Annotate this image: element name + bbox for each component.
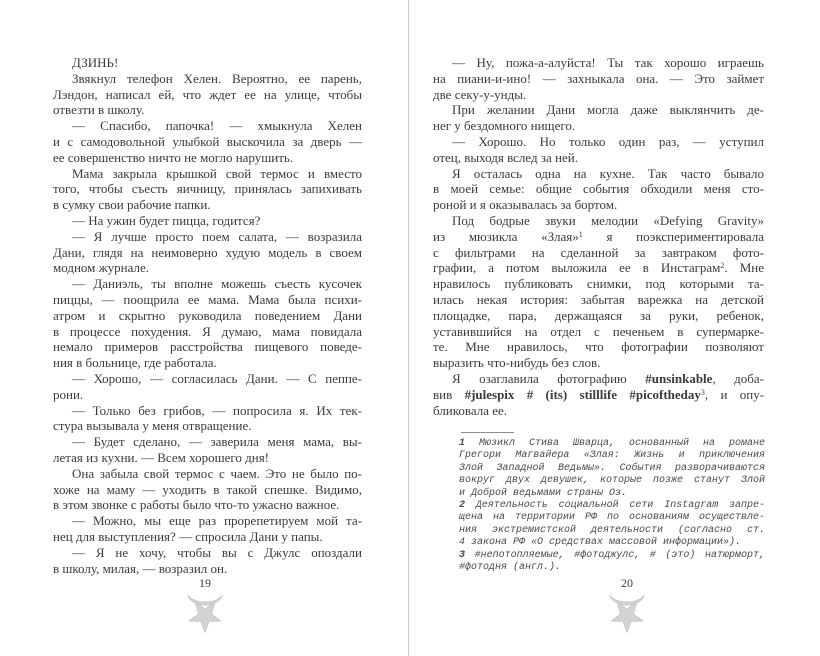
footnote-line: ния экстремистской деятельности (согласно ст. [459, 524, 765, 536]
text-line: — На ужин будет пицца, годится? [72, 212, 261, 228]
text-line: — Хорошо. Но только один раз, — уступил [452, 133, 764, 149]
text-line: в моей семье: общие события обходили меня сто- [433, 181, 764, 197]
page-left-text-block [53, 55, 362, 576]
pentagram-crescent-ornament-right [605, 592, 649, 634]
text-line: пиццы, — поощрила ее мама. Мама была психи- [53, 291, 362, 307]
text-line: того, чтобы съесть яичницу, принялась запихивать [53, 181, 362, 197]
footnote-line: 3 #непотопляемые, #фотоджулс, # (это) натюрморт, [459, 549, 765, 561]
text-line: Я озаглавила фотографию #unsinkable, доба- [452, 370, 764, 386]
text-line: на пиани-и-ино! — захныкала она. — Это займет [433, 70, 764, 86]
text-line: При желании Дани могла даже выклянчить де- [452, 102, 764, 118]
text-line: Лэндон, написал ей, что ждет ее на улице, чтобы [53, 86, 362, 102]
footnote-line: Грегори Магвайера «Злая: Жизнь и приключения [459, 450, 765, 462]
footnote-line: 1 Мюзикл Стива Шварца, основанный на романе [459, 438, 765, 449]
text-line: стура вызывала у меня отвращение. [53, 418, 252, 434]
text-line: в сумку свои рабочие папки. [53, 197, 211, 213]
text-line: — Только без грибов, — попросила я. Их тек- [72, 402, 362, 418]
pentagram-crescent-ornament-left [183, 592, 227, 634]
text-line: выразить что-нибудь без слов. [433, 355, 601, 371]
text-line: — Я лучше просто поем салата, — возразила [72, 228, 362, 244]
text-line: роной и я оказывалась за бортом. [433, 197, 618, 213]
text-line: две секу-у-унды. [433, 86, 527, 102]
text-line: — Будет сделано, — заверила меня мама, вы- [72, 434, 362, 450]
text-line: нец для выступления? — спросила Дани у папы. [53, 528, 323, 544]
text-line: — Хорошо, — согласилась Дани. — С пеппе- [72, 370, 362, 386]
text-line: в этом звонке с работы было что-то ужасно важное. [53, 497, 340, 513]
text-line: ее совершенство ничто не могло нарушить. [53, 149, 294, 165]
text-line: — Можно, мы еще раз прорепетируем мой та- [72, 513, 362, 529]
footnote-line: 4 закона РФ «О средствах массовой информации»). [459, 537, 742, 549]
text-line: нравилось публиковать снимки, под которыми та- [433, 276, 764, 292]
text-line: хоже на маму — уходить в такой спешке. Видимо, [53, 481, 362, 497]
page-number-right: 20 [621, 576, 633, 590]
text-line: с фильтрами на сделанной за завтраком фото- [433, 244, 764, 260]
page-right-text-block [433, 55, 764, 418]
text-line: ния в больнице, где работала. [53, 355, 217, 371]
text-line: площадке, пара, держащаяся за руки, ребенок, [433, 307, 764, 323]
text-line: Она забыла свой термос с чаем. Это не было по- [72, 465, 362, 481]
footnote-line: 2 Деятельность социальной сети Instagram запре- [459, 500, 765, 512]
text-line: уставившийся на отдел с печеньем в супермарке- [433, 323, 764, 339]
text-line: илась некая история: забытая варежка на детской [433, 291, 764, 307]
text-line: Я осталась одна на кухне. Так часто бывало [452, 165, 764, 181]
text-line: модном журнале. [53, 260, 149, 276]
text-line: графии, а потом выложила ее в Инстаграм$^2$. Мне [433, 260, 764, 276]
page-left-folio-block [145, 576, 265, 634]
text-line: вив #julespix # (its) stilllife #picoftheday$^3$, и опу- [433, 386, 765, 402]
footnote-separator [461, 432, 514, 433]
text-line: Мама закрыла крышкой свой термос и вместо [72, 165, 362, 181]
footnote-line: #фотодня (англ.). [459, 562, 562, 574]
text-line: — Спасибо, папочка! — хмыкнула Хелен [72, 118, 362, 134]
text-line: нег у бездомного нищего. [433, 118, 576, 134]
text-line: Звякнул телефон Хелен. Вероятно, ее парень, [72, 70, 362, 86]
text-line: немало примеров расстройства пищевого поведе- [53, 339, 362, 355]
text-line: — Даниэль, ты вполне можешь съесть кусочек [72, 276, 362, 292]
text-line: атром и скрытно руководила поведением Дани [53, 307, 362, 323]
text-line: в школу, милая, — возразил он. [53, 560, 228, 576]
text-line: рони. [53, 386, 84, 402]
text-line: ДЗИНЬ! [72, 55, 119, 70]
text-line: Под бодрые звуки мелодии «Defying Gravity» [452, 212, 764, 228]
footnote-line: Злой Западной Ведьмы». События разворачиваются [459, 462, 765, 474]
page-number-left: 19 [199, 576, 211, 590]
text-line: и с самодовольной улыбкой выскочила за дверь — [53, 133, 362, 149]
footnote-line: щена на территории РФ по основаниям осуществле- [459, 512, 765, 524]
text-line: — Ну, пожа-а-алуйста! Ты так хорошо играешь [452, 55, 764, 70]
text-line: те. Мне нравилось, что фотографии позволяют [433, 339, 764, 355]
page-right-folio-block [567, 576, 687, 634]
text-line: бликовала ее. [433, 402, 508, 418]
text-line: из мюзикла «Злая»$^1$ я поэкспериментировала [433, 228, 765, 244]
text-line: — Я не хочу, чтобы вы с Джулс опоздали [72, 544, 362, 560]
text-line: летая из кухни. — Всем хорошего дня! [53, 449, 270, 465]
footnote-line: и Доброй ведьмами страны Оз. [459, 487, 628, 499]
footnotes-block [459, 438, 765, 574]
text-line: отец, выходя вслед за ней. [433, 149, 578, 165]
footnote-line: вокруг двух девушек, которые позже станут Злой [459, 475, 765, 487]
text-line: Дани, глядя на неимоверно худую модель в своем [53, 244, 362, 260]
text-line: в процессе похудения. Я думаю, мама повидала [53, 323, 362, 339]
page-divider [408, 0, 409, 656]
text-line: отвезти в школу. [53, 102, 145, 118]
